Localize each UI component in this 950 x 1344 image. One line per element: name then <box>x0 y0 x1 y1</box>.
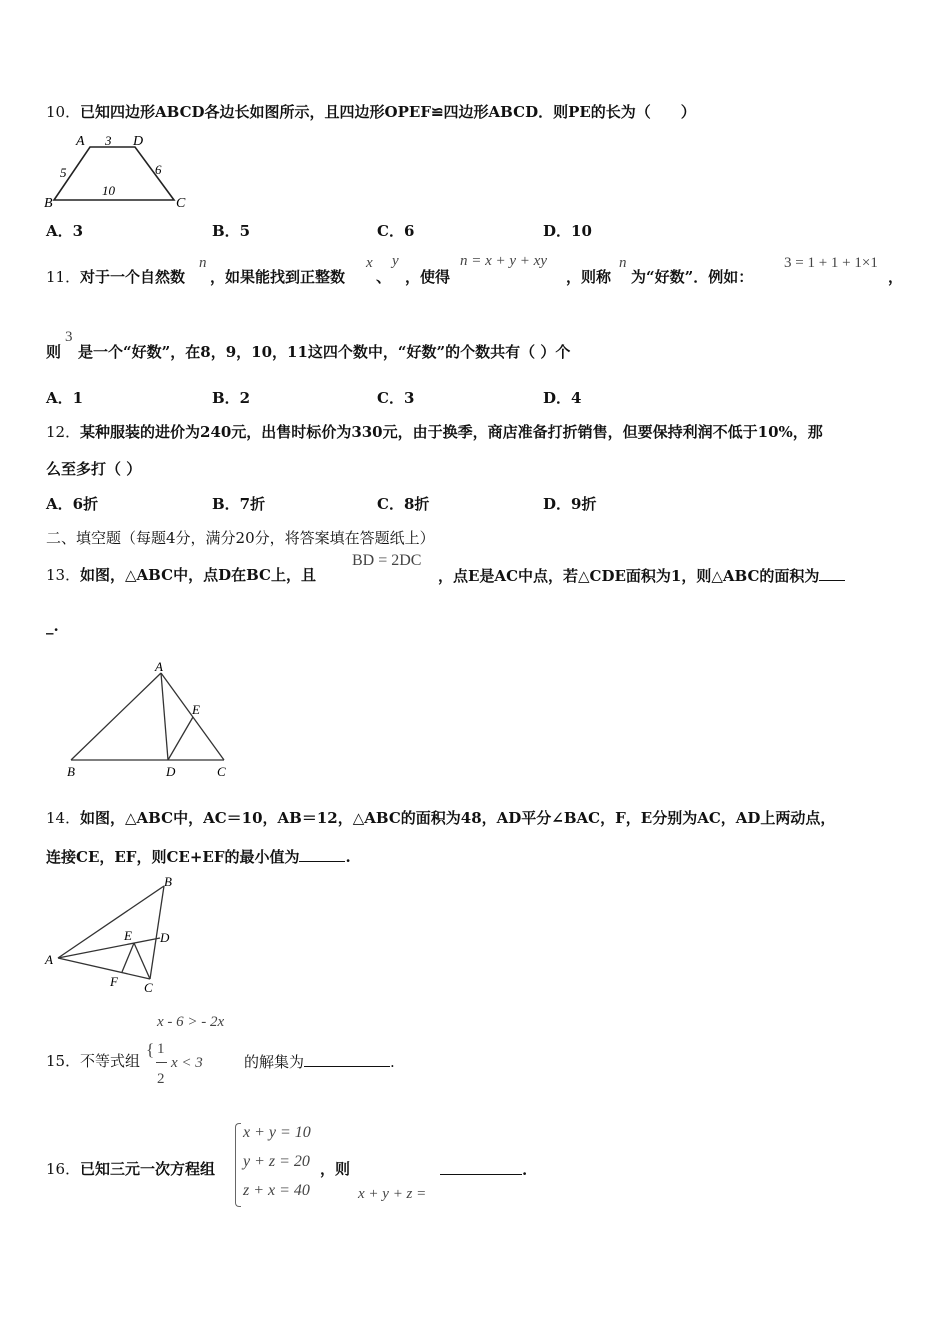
q14-line2 <box>46 847 351 866</box>
q13-label-C: C <box>217 764 226 778</box>
q11-option-b[interactable]: B．2 <box>212 389 251 407</box>
q16-answer-line <box>440 1160 527 1179</box>
q14-triangle-figure <box>42 872 192 997</box>
q11-option-a[interactable]: A．1 <box>46 389 84 407</box>
q11-text-3: 、 <box>376 268 392 286</box>
q13-label-B: B <box>67 764 75 778</box>
q16-brace <box>235 1123 241 1207</box>
q10-option-a[interactable]: A．3 <box>46 222 84 240</box>
q16-after: ，则 <box>320 1160 351 1178</box>
q16-equation-1: x + y = 10 <box>243 1124 311 1141</box>
q15-fraction-denominator: 2 <box>157 1071 165 1087</box>
q12-line2: 么至多打（ ） <box>46 460 142 478</box>
q10-number: 10． <box>46 103 81 121</box>
q10-option-b[interactable]: B．5 <box>212 222 251 240</box>
q16-number: 16． <box>46 1160 81 1178</box>
q13-line-de <box>168 717 193 760</box>
q10-label-C: C <box>176 196 186 210</box>
q10-text: 已知四边形ABCD各边长如图所示，且四边形OPEF≌四边形ABCD．则PE的长为（ ） <box>80 103 696 121</box>
q11-math-y: y <box>392 253 399 269</box>
q15-system-line2: x < 3 <box>171 1055 203 1071</box>
q10-label-D: D <box>133 134 144 149</box>
q16-expression: x + y + z = <box>358 1186 427 1202</box>
q13-line-ab <box>71 673 161 760</box>
q14-label-F: F <box>110 974 118 989</box>
q11-line2-start: 则 <box>46 343 62 361</box>
q13-math: BD = 2DC <box>352 552 422 569</box>
q15-number: 15． <box>46 1052 81 1070</box>
q14-line2-end: . <box>345 848 351 866</box>
q11-math-example: 3 = 1 + 1 + 1×1 <box>784 255 878 271</box>
q15-answer-blank[interactable] <box>304 1052 390 1067</box>
q13-label-E: E <box>192 702 200 717</box>
q13-text-3: _. <box>46 617 59 635</box>
q15-after <box>244 1052 395 1071</box>
q11-number: 11． <box>46 268 81 286</box>
q12-option-a[interactable]: A．6折 <box>46 495 99 513</box>
q10-side-right: 6 <box>155 162 162 177</box>
section-fill-in-title: 二、填空题（每题4分，满分20分，将答案填在答题纸上） <box>46 529 435 547</box>
q13-triangle-figure <box>62 658 262 778</box>
q13-text-2 <box>438 566 845 585</box>
q16-equation-3: z + x = 40 <box>243 1182 310 1199</box>
q15-end: . <box>390 1053 395 1071</box>
q14-line-ef <box>122 943 134 972</box>
q15-brace: { <box>146 1040 155 1059</box>
q16-text: 已知三元一次方程组 <box>80 1160 216 1178</box>
q11-option-d[interactable]: D．4 <box>543 389 582 407</box>
q15-fraction-bar <box>156 1062 167 1063</box>
q13-answer-blank[interactable] <box>819 566 845 581</box>
q15-system-line1: x - 6 > - 2x <box>157 1014 225 1030</box>
q13-text-2-content: ，点E是AC中点，若△CDE面积为1，则△ABC的面积为 <box>438 567 820 585</box>
q11-line2-text: 是一个“好数”，在8，9，10，11这四个数中，“好数”的个数共有（ ）个 <box>78 343 571 361</box>
q16-end: . <box>522 1161 528 1179</box>
q10-option-d[interactable]: D．10 <box>543 222 592 240</box>
q12-option-c[interactable]: C．8折 <box>377 495 430 513</box>
q10-side-left: 5 <box>60 165 67 180</box>
q16-answer-blank[interactable] <box>440 1160 522 1175</box>
q14-answer-blank[interactable] <box>299 847 345 862</box>
q14-line-ac <box>58 958 150 979</box>
q11-math-3: 3 <box>65 329 73 345</box>
q10-trapezoid-figure <box>42 130 202 210</box>
q13-label-D: D <box>166 764 176 778</box>
q14-number: 14． <box>46 809 81 827</box>
q11-text-6: 为“好数”．例如： <box>631 268 754 286</box>
q11-math-n-2: n <box>619 255 627 271</box>
q13-label-A: A <box>155 659 163 674</box>
q13-text-1: 如图，△ABC中，点D在BC上，且 <box>80 566 316 584</box>
q11-text-7: ， <box>888 268 904 286</box>
q13-number: 13． <box>46 566 81 584</box>
q13-line-ad <box>161 673 168 760</box>
q11-math-x: x <box>366 255 373 271</box>
q10-side-top: 3 <box>105 133 112 148</box>
q14-label-B: B <box>164 874 172 889</box>
q11-math-equation: n = x + y + xy <box>460 253 547 269</box>
q12-option-d[interactable]: D．9折 <box>543 495 597 513</box>
q12-line1: 某种服装的进价为240元，出售时标价为330元，由于换季，商店准备打折销售，但要保持利润不低于10%，那 <box>80 423 823 441</box>
q11-option-c[interactable]: C．3 <box>377 389 415 407</box>
q14-label-C: C <box>144 980 153 995</box>
q16-equation-2: y + z = 20 <box>243 1153 310 1170</box>
q10-label-B: B <box>44 196 53 210</box>
q12-number: 12． <box>46 423 81 441</box>
q14-line1: 如图，△ABC中，AC＝10，AB＝12，△ABC的面积为48，AD平分∠BAC，F，E分别为AC，AD上两动点， <box>80 809 836 827</box>
q10-side-bottom: 10 <box>102 183 115 198</box>
q14-label-A: A <box>45 952 53 967</box>
q11-text-2: ，如果能找到正整数 <box>210 268 346 286</box>
q15-text: 不等式组 <box>80 1052 141 1070</box>
q14-label-E: E <box>124 928 132 943</box>
q14-label-D: D <box>160 930 170 945</box>
q10-label-A: A <box>76 134 85 149</box>
q14-line-ce <box>134 943 150 979</box>
q12-option-b[interactable]: B．7折 <box>212 495 266 513</box>
q15-after-content: 的解集为 <box>244 1053 305 1071</box>
q14-line2-content: 连接CE，EF，则CE+EF的最小值为 <box>46 848 300 866</box>
q11-math-n: n <box>199 255 207 271</box>
q11-text-5: ，则称 <box>566 268 612 286</box>
q11-text-4: ，使得 <box>405 268 451 286</box>
q10-option-c[interactable]: C．6 <box>377 222 415 240</box>
q11-text-1: 对于一个自然数 <box>80 268 186 286</box>
q15-fraction-numerator: 1 <box>157 1041 165 1057</box>
